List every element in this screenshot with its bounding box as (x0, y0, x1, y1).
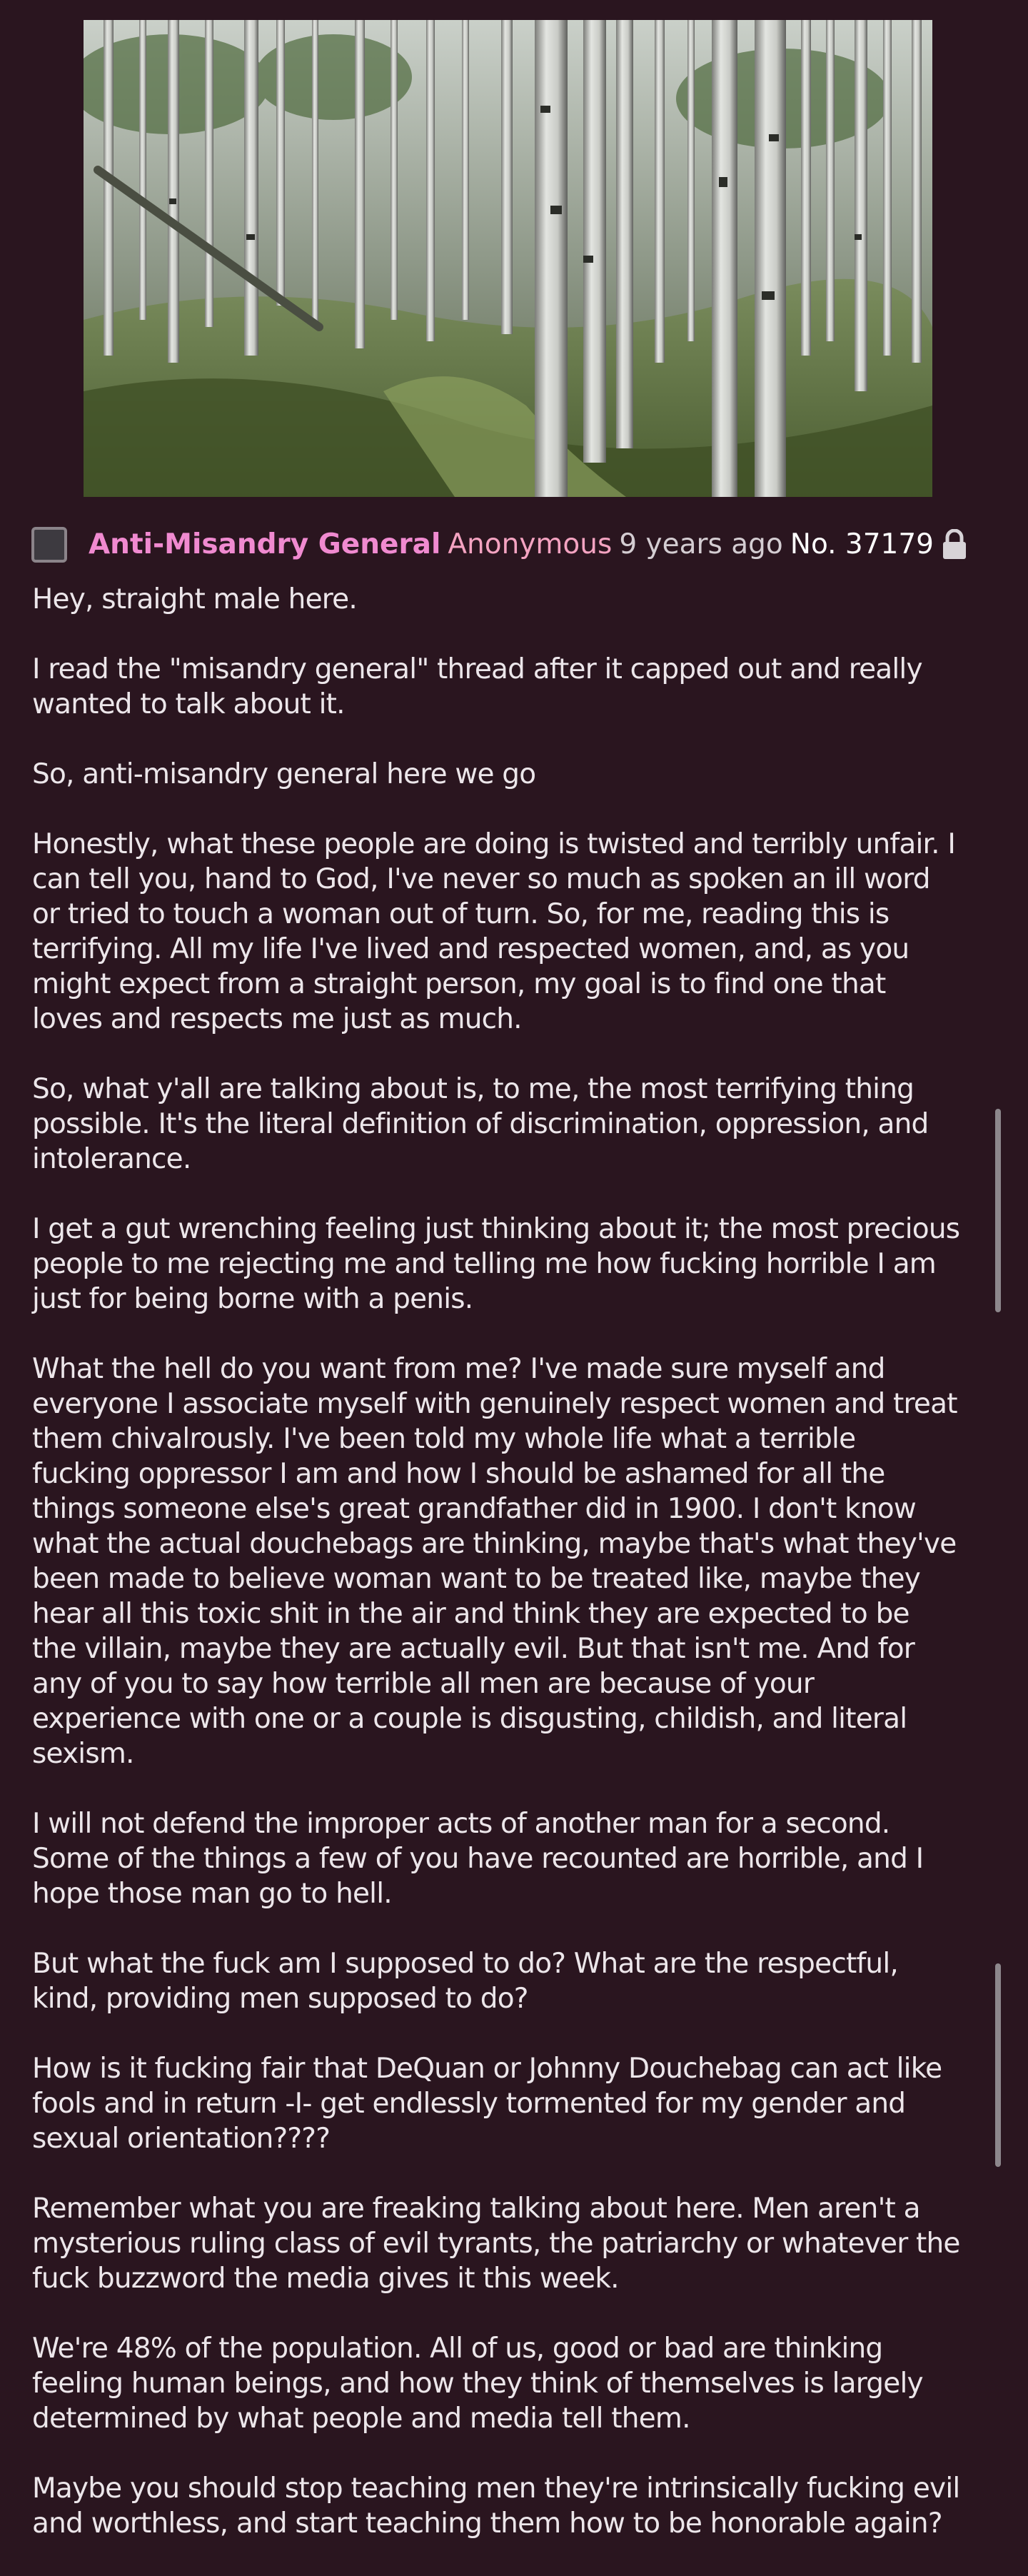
post-time: 9 years ago (619, 528, 783, 560)
aspen-forest-image (84, 20, 932, 497)
post-paragraph: I read the "misandry general" thread after it capped out and really wanted to talk about it. (32, 653, 922, 720)
post-subject: Anti-Misandry General (89, 528, 441, 560)
post-paragraph: Maybe you should stop teaching men they're intrinsically fucking evil and worthless, and start teaching them how to be honorable again? (32, 2472, 960, 2540)
post-paragraph: What the hell do you want from me? I've made sure myself and everyone I associate myself with genuinely respect women and treat them chivalrously. I've been told my whole life what a terrible fucking oppressor I am and how I should be ashamed for all the things someone else's great grandfather did in 1900. I don't know what the actual douchebags are thinking, maybe that's what they've been made to believe woman want to be treated like, maybe they hear all this toxic shit in the air and think they are expected to be the villain, maybe they are actually evil. But that isn't me. And for any of you to say how terrible all men are because of your experience with one or a couple is disgusting, childish, and literal sexism. (32, 1353, 957, 1770)
post-number[interactable]: No. 37179 (790, 528, 934, 560)
lock-icon (941, 529, 968, 560)
post-paragraph: But what the fuck am I supposed to do? What are the respectful, kind, providing men supposed to do? (32, 1948, 898, 2015)
post-paragraph: So, anti-misandry general here we go (32, 758, 536, 790)
post-paragraph: We're 48% of the population. All of us, good or bad are thinking feeling human beings, and how they think of themselves is largely determined by what people and media tell them. (32, 2333, 923, 2435)
post-paragraph: Honestly, what these people are doing is twisted and terribly unfair. I can tell you, hand to God, I've never so much as spoken an ill word or tried to touch a woman out of turn. So, for me, reading this is terrifying. All my life I've lived and respected women, and, as you might expect from a straight person, my goal is to find one that loves and respects me just as much. (32, 828, 956, 1035)
post-author: Anonymous (448, 528, 613, 560)
scrollbar-thumb[interactable] (995, 1109, 1001, 1312)
post-body (32, 582, 960, 2576)
thread-image[interactable] (84, 20, 932, 497)
post-header (31, 523, 968, 566)
post-paragraph: So, what y'all are talking about is, to me, the most terrifying thing possible. It's the literal definition of discrimination, oppression, and intolerance. (32, 1073, 929, 1175)
post-paragraph: Remember what you are freaking talking about here. Men aren't a mysterious ruling class of evil tyrants, the patriarchy or whatever the fuck buzzword the media gives it this week. (32, 2193, 960, 2295)
post-paragraph: I will not defend the improper acts of another man for a second. Some of the things a few of you have recounted are horrible, and I hope those man go to hell. (32, 1808, 924, 1910)
post-paragraph: How is it fucking fair that DeQuan or Johnny Douchebag can act like fools and in return -I- get endlessly tormented for my gender and sexual orientation???? (32, 2053, 942, 2155)
post-paragraph: Hey, straight male here. (32, 583, 357, 615)
scrollbar-thumb[interactable] (995, 1963, 1001, 2167)
select-post-checkbox[interactable] (31, 527, 67, 563)
post-paragraph: I get a gut wrenching feeling just thinking about it; the most precious people to me rejecting me and telling me how fucking horrible I am just for being borne with a penis. (32, 1213, 960, 1315)
